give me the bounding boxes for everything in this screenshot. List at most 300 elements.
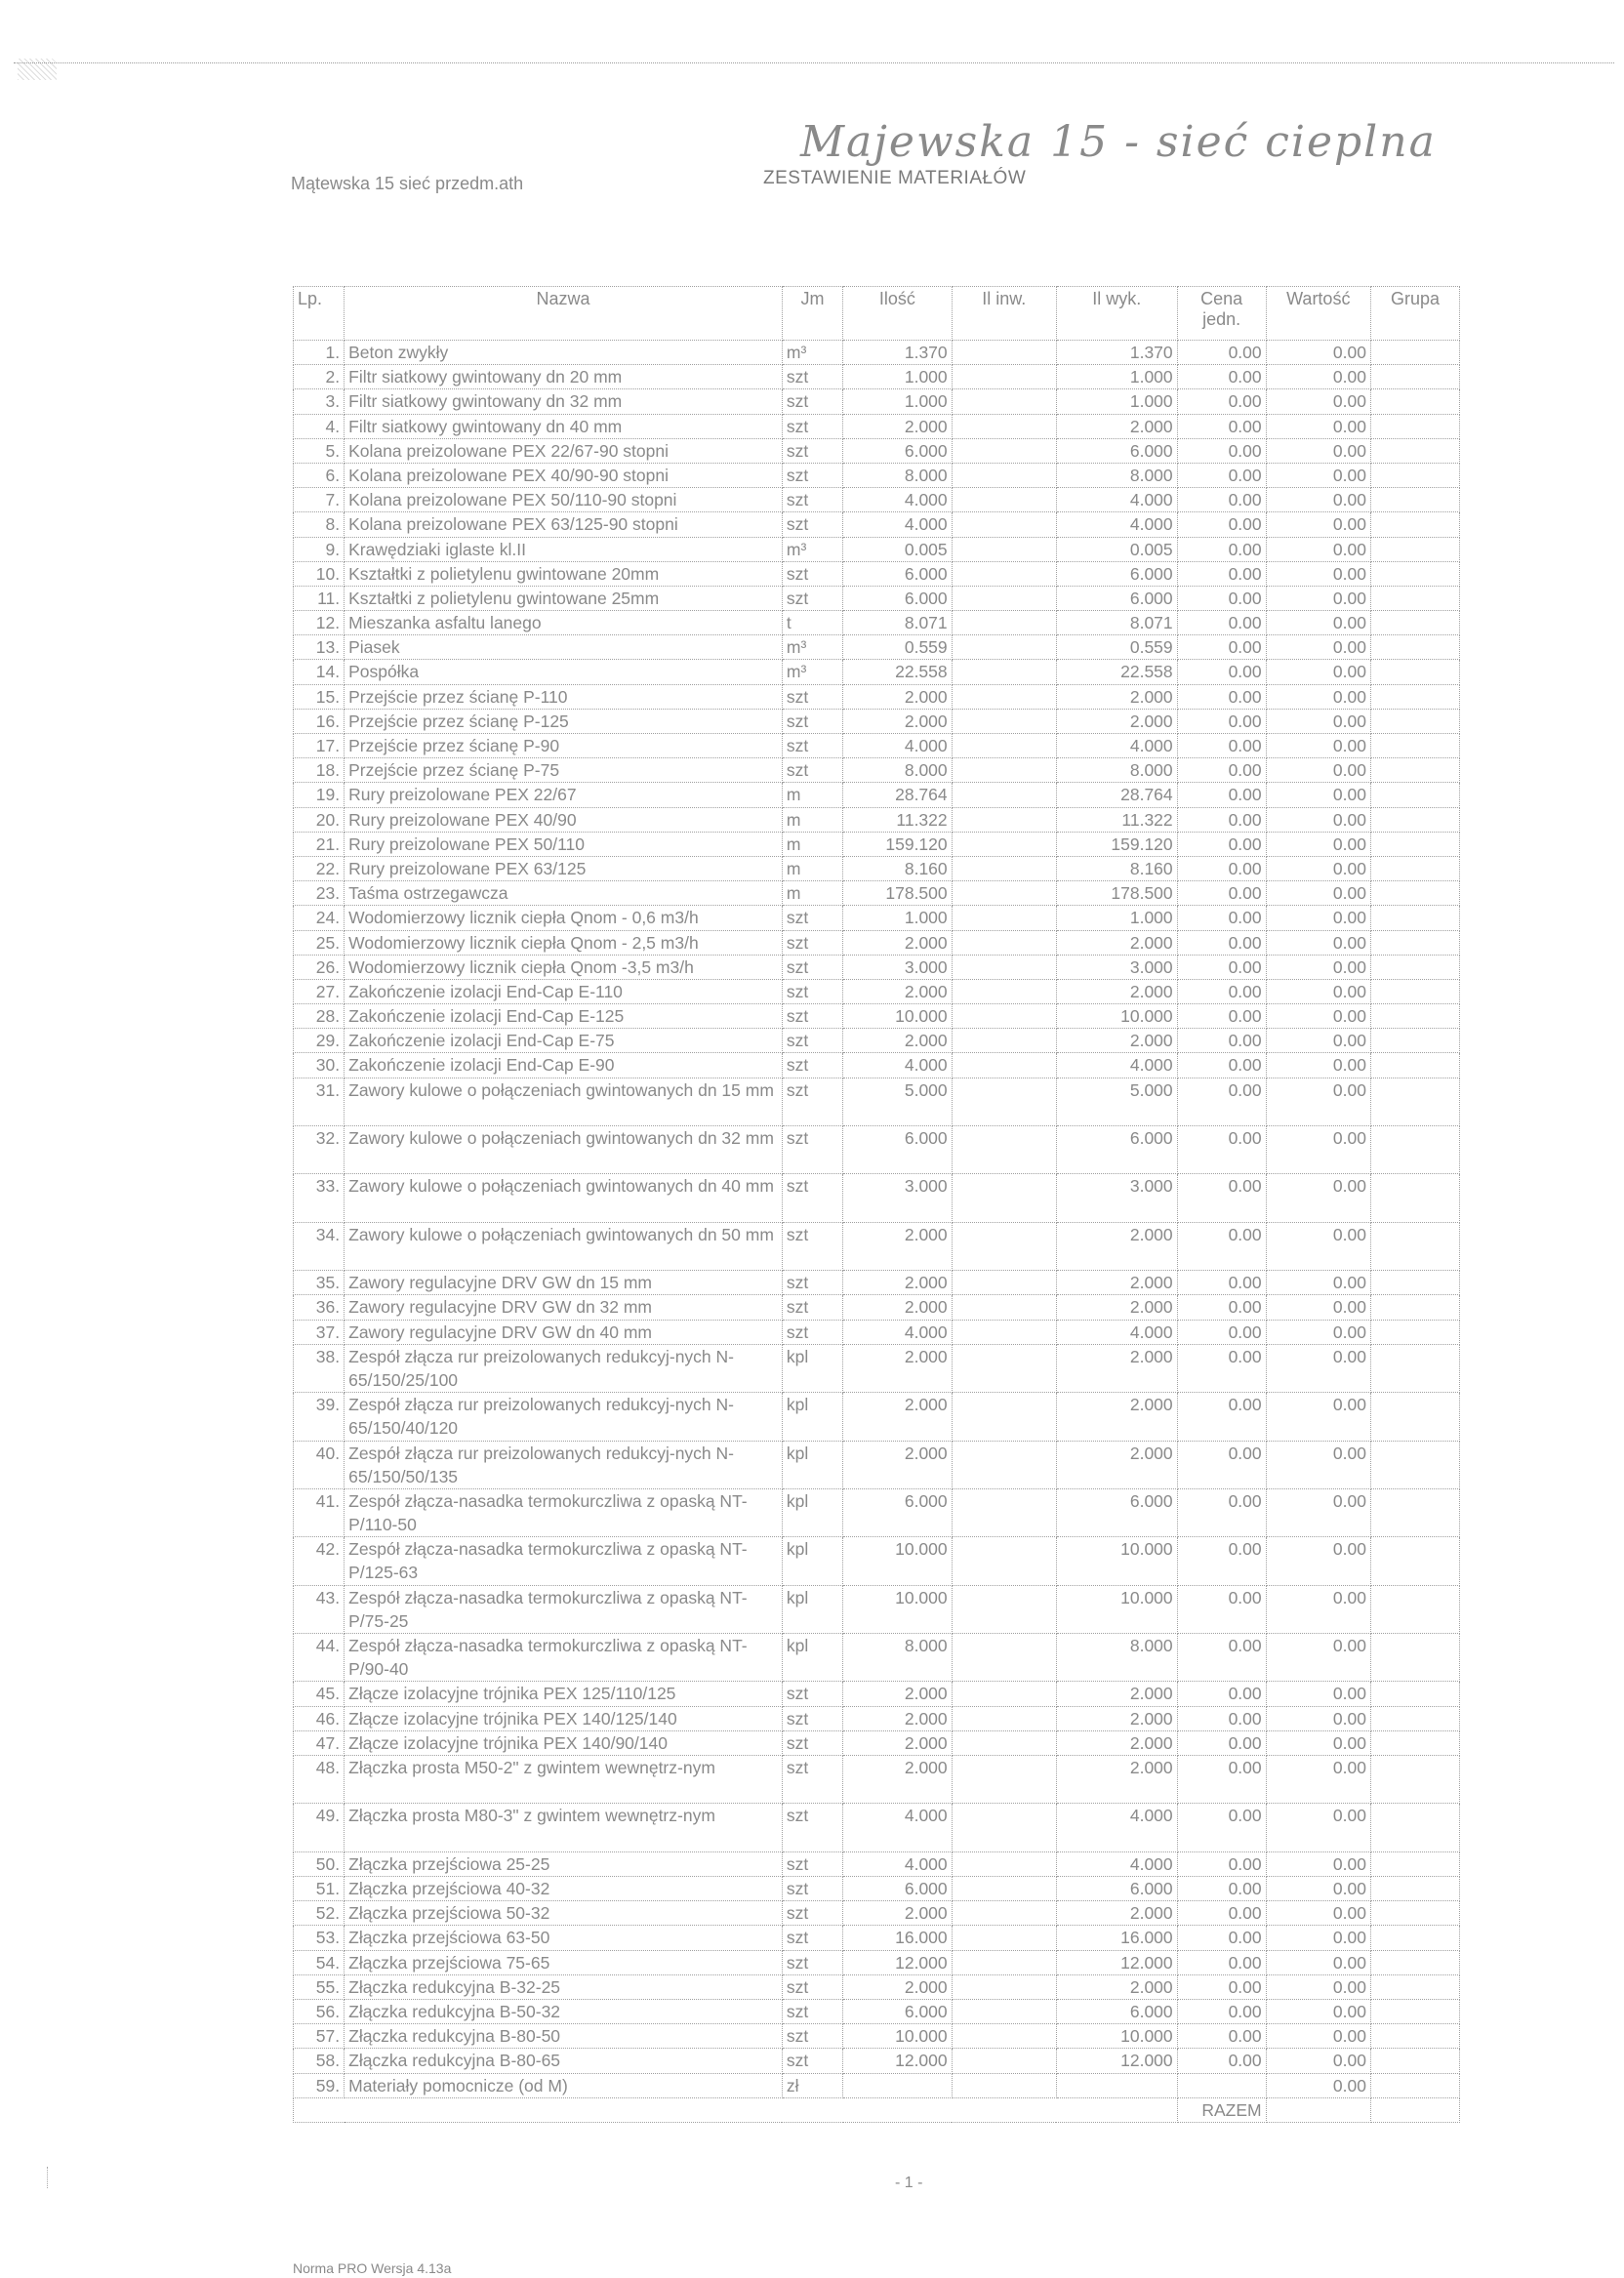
cell-group	[1370, 1634, 1459, 1682]
cell-material-name: Zespół złącza rur preizolowanych redukcyj-nych N-65/150/50/135	[345, 1441, 783, 1488]
cell-material-name: Rury preizolowane PEX 50/110	[345, 832, 783, 856]
cell-quantity: 4.000	[843, 734, 952, 758]
cell-row-number: 26.	[294, 955, 345, 979]
cell-material-name: Zakończenie izolacji End-Cap E-75	[345, 1029, 783, 1053]
cell-qty-contractor: 6.000	[1056, 1488, 1177, 1536]
cell-value: 0.00	[1266, 856, 1370, 880]
cell-unit-price: 0.00	[1177, 709, 1266, 733]
cell-row-number: 13.	[294, 635, 345, 660]
cell-group	[1370, 1174, 1459, 1222]
cell-unit-price: 0.00	[1177, 611, 1266, 635]
cell-unit-price: 0.00	[1177, 512, 1266, 537]
cell-qty-investor	[952, 1053, 1056, 1078]
cell-quantity: 8.000	[843, 463, 952, 487]
cell-group	[1370, 1682, 1459, 1706]
cell-value: 0.00	[1266, 341, 1370, 365]
cell-unit: szt	[782, 906, 842, 930]
cell-quantity: 4.000	[843, 1053, 952, 1078]
cell-value: 0.00	[1266, 2073, 1370, 2097]
cell-value: 0.00	[1266, 930, 1370, 955]
cell-group	[1370, 1053, 1459, 1078]
total-group-spacer	[1370, 2097, 1459, 2122]
cell-unit: kpl	[782, 1393, 842, 1441]
cell-qty-contractor: 2.000	[1056, 1756, 1177, 1804]
cell-qty-investor	[952, 1078, 1056, 1125]
cell-value: 0.00	[1266, 1126, 1370, 1174]
cell-qty-contractor: 178.500	[1056, 881, 1177, 906]
cell-qty-investor	[952, 1441, 1056, 1488]
cell-row-number: 33.	[294, 1174, 345, 1222]
cell-unit-price: 0.00	[1177, 1950, 1266, 1974]
cell-unit: szt	[782, 463, 842, 487]
cell-quantity: 1.370	[843, 341, 952, 365]
cell-qty-investor	[952, 1706, 1056, 1730]
cell-quantity: 2.000	[843, 1271, 952, 1295]
cell-material-name: Zakończenie izolacji End-Cap E-90	[345, 1053, 783, 1078]
cell-quantity: 8.000	[843, 1634, 952, 1682]
cell-unit-price: 0.00	[1177, 1706, 1266, 1730]
cell-qty-contractor	[1056, 2073, 1177, 2097]
cell-material-name: Kształtki z polietylenu gwintowane 25mm	[345, 586, 783, 610]
cell-material-name: Złącze izolacyjne trójnika PEX 125/110/125	[345, 1682, 783, 1706]
cell-unit-price: 0.00	[1177, 1901, 1266, 1926]
cell-qty-contractor: 2.000	[1056, 1974, 1177, 1999]
cell-qty-contractor: 4.000	[1056, 1053, 1177, 1078]
cell-qty-contractor: 4.000	[1056, 1851, 1177, 1876]
cell-row-number: 35.	[294, 1271, 345, 1295]
cell-group	[1370, 660, 1459, 684]
cell-unit-price: 0.00	[1177, 1974, 1266, 1999]
cell-row-number: 12.	[294, 611, 345, 635]
table-row	[294, 856, 1460, 880]
cell-qty-contractor: 11.322	[1056, 807, 1177, 832]
cell-unit: szt	[782, 2024, 842, 2049]
cell-quantity: 11.322	[843, 807, 952, 832]
cell-quantity: 0.005	[843, 537, 952, 561]
table-row	[294, 979, 1460, 1003]
table-row	[294, 488, 1460, 512]
cell-qty-contractor: 159.120	[1056, 832, 1177, 856]
cell-material-name: Zespół złącza-nasadka termokurczliwa z opaską NT-P/110-50	[345, 1488, 783, 1536]
table-row	[294, 783, 1460, 807]
cell-unit: szt	[782, 512, 842, 537]
file-name: Mątewska 15 sieć przedm.ath	[291, 174, 524, 193]
total-value	[1266, 2097, 1370, 2122]
cell-value: 0.00	[1266, 807, 1370, 832]
document-title: ZESTAWIENIE MATERIAŁÓW	[763, 168, 1027, 188]
cell-row-number: 31.	[294, 1078, 345, 1125]
cell-group	[1370, 1901, 1459, 1926]
cell-value: 0.00	[1266, 1851, 1370, 1876]
cell-quantity: 16.000	[843, 1926, 952, 1950]
cell-value: 0.00	[1266, 463, 1370, 487]
cell-qty-investor	[952, 561, 1056, 586]
cell-qty-contractor: 2.000	[1056, 1441, 1177, 1488]
cell-unit-price: 0.00	[1177, 1851, 1266, 1876]
cell-qty-contractor: 6.000	[1056, 1126, 1177, 1174]
cell-value: 0.00	[1266, 1974, 1370, 1999]
cell-quantity: 2.000	[843, 1222, 952, 1270]
cell-row-number: 41.	[294, 1488, 345, 1536]
cell-unit-price: 0.00	[1177, 1634, 1266, 1682]
cell-material-name: Złączka redukcyjna B-80-50	[345, 2024, 783, 2049]
cell-group	[1370, 1706, 1459, 1730]
table-row	[294, 1926, 1460, 1950]
cell-material-name: Złączka przejściowa 50-32	[345, 1901, 783, 1926]
cell-qty-contractor: 2.000	[1056, 414, 1177, 438]
cell-material-name: Zawory regulacyjne DRV GW dn 32 mm	[345, 1295, 783, 1320]
cell-unit-price: 0.00	[1177, 1320, 1266, 1344]
cell-value: 0.00	[1266, 1901, 1370, 1926]
cell-row-number: 11.	[294, 586, 345, 610]
cell-quantity: 6.000	[843, 586, 952, 610]
cell-material-name: Wodomierzowy licznik ciepła Qnom - 2,5 m3/h	[345, 930, 783, 955]
table-row	[294, 561, 1460, 586]
cell-unit: szt	[782, 1999, 842, 2023]
cell-qty-contractor: 28.764	[1056, 783, 1177, 807]
cell-value: 0.00	[1266, 1222, 1370, 1270]
cell-value: 0.00	[1266, 1585, 1370, 1633]
cell-row-number: 42.	[294, 1537, 345, 1585]
cell-material-name: Zespół złącza-nasadka termokurczliwa z opaską NT-P/90-40	[345, 1634, 783, 1682]
cell-qty-investor	[952, 463, 1056, 487]
cell-unit: szt	[782, 1320, 842, 1344]
cell-row-number: 4.	[294, 414, 345, 438]
cell-quantity: 2.000	[843, 979, 952, 1003]
cell-value: 0.00	[1266, 783, 1370, 807]
cell-material-name: Beton zwykły	[345, 341, 783, 365]
cell-row-number: 24.	[294, 906, 345, 930]
cell-quantity: 6.000	[843, 1877, 952, 1901]
cell-quantity: 12.000	[843, 1950, 952, 1974]
cell-qty-investor	[952, 1488, 1056, 1536]
cell-material-name: Złączka redukcyjna B-32-25	[345, 1974, 783, 1999]
cell-unit: m	[782, 832, 842, 856]
table-row	[294, 1029, 1460, 1053]
cell-group	[1370, 2049, 1459, 2073]
cell-unit-price: 0.00	[1177, 1999, 1266, 2023]
cell-unit: kpl	[782, 1488, 842, 1536]
cell-group	[1370, 1730, 1459, 1755]
cell-unit: szt	[782, 414, 842, 438]
cell-unit: szt	[782, 758, 842, 783]
cell-material-name: Zawory kulowe o połączeniach gwintowanych dn 50 mm	[345, 1222, 783, 1270]
cell-group	[1370, 512, 1459, 537]
cell-row-number: 58.	[294, 2049, 345, 2073]
cell-unit-price: 0.00	[1177, 635, 1266, 660]
cell-unit: szt	[782, 1950, 842, 1974]
table-row	[294, 1126, 1460, 1174]
cell-material-name: Zespół złącza rur preizolowanych redukcyj-nych N-65/150/40/120	[345, 1393, 783, 1441]
cell-unit-price: 0.00	[1177, 856, 1266, 880]
cell-value: 0.00	[1266, 979, 1370, 1003]
cell-value: 0.00	[1266, 881, 1370, 906]
cell-value: 0.00	[1266, 1393, 1370, 1441]
cell-qty-contractor: 4.000	[1056, 512, 1177, 537]
cell-row-number: 47.	[294, 1730, 345, 1755]
cell-value: 0.00	[1266, 1950, 1370, 1974]
cell-quantity: 8.071	[843, 611, 952, 635]
table-row	[294, 807, 1460, 832]
cell-qty-contractor: 12.000	[1056, 1950, 1177, 1974]
cell-unit-price: 0.00	[1177, 1053, 1266, 1078]
cell-material-name: Złączka przejściowa 63-50	[345, 1926, 783, 1950]
cell-row-number: 57.	[294, 2024, 345, 2049]
cell-group	[1370, 341, 1459, 365]
cell-row-number: 29.	[294, 1029, 345, 1053]
cell-quantity: 2.000	[843, 1682, 952, 1706]
table-row	[294, 365, 1460, 389]
cell-material-name: Zawory regulacyjne DRV GW dn 40 mm	[345, 1320, 783, 1344]
cell-group	[1370, 1950, 1459, 1974]
cell-quantity: 10.000	[843, 1537, 952, 1585]
cell-material-name: Kształtki z polietylenu gwintowane 20mm	[345, 561, 783, 586]
cell-unit: szt	[782, 365, 842, 389]
cell-value: 0.00	[1266, 1344, 1370, 1392]
cell-unit: szt	[782, 1851, 842, 1876]
table-row	[294, 1537, 1460, 1585]
cell-unit: kpl	[782, 1344, 842, 1392]
table-row	[294, 832, 1460, 856]
cell-qty-contractor: 6.000	[1056, 561, 1177, 586]
cell-qty-investor	[952, 979, 1056, 1003]
cell-group	[1370, 2073, 1459, 2097]
cell-value: 0.00	[1266, 1441, 1370, 1488]
cell-qty-investor	[952, 1222, 1056, 1270]
cell-qty-contractor: 10.000	[1056, 1004, 1177, 1029]
cell-quantity: 6.000	[843, 1488, 952, 1536]
cell-row-number: 22.	[294, 856, 345, 880]
cell-unit-price: 0.00	[1177, 1585, 1266, 1633]
cell-unit: szt	[782, 488, 842, 512]
cell-quantity: 2.000	[843, 1029, 952, 1053]
cell-unit-price: 0.00	[1177, 1222, 1266, 1270]
cell-row-number: 28.	[294, 1004, 345, 1029]
cell-qty-investor	[952, 1901, 1056, 1926]
cell-material-name: Przejście przez ścianę P-90	[345, 734, 783, 758]
cell-qty-investor	[952, 1126, 1056, 1174]
col-header-unit-price: Cena jedn.	[1177, 287, 1266, 341]
cell-qty-investor	[952, 1344, 1056, 1392]
cell-value: 0.00	[1266, 414, 1370, 438]
cell-unit-price: 0.00	[1177, 1756, 1266, 1804]
cell-value: 0.00	[1266, 1877, 1370, 1901]
table-row	[294, 2024, 1460, 2049]
cell-row-number: 18.	[294, 758, 345, 783]
cell-qty-investor	[952, 1174, 1056, 1222]
cell-qty-investor	[952, 660, 1056, 684]
cell-group	[1370, 1271, 1459, 1295]
cell-qty-investor	[952, 537, 1056, 561]
cell-quantity: 2.000	[843, 709, 952, 733]
cell-group	[1370, 1393, 1459, 1441]
cell-unit: szt	[782, 1126, 842, 1174]
cell-qty-investor	[952, 2024, 1056, 2049]
cell-unit-price: 0.00	[1177, 463, 1266, 487]
cell-material-name: Rury preizolowane PEX 22/67	[345, 783, 783, 807]
cell-qty-contractor: 16.000	[1056, 1926, 1177, 1950]
cell-material-name: Zespół złącza-nasadka termokurczliwa z opaską NT-P/75-25	[345, 1585, 783, 1633]
table-row	[294, 611, 1460, 635]
cell-unit-price: 0.00	[1177, 488, 1266, 512]
cell-unit-price: 0.00	[1177, 930, 1266, 955]
cell-unit-price: 0.00	[1177, 1078, 1266, 1125]
cell-unit: szt	[782, 684, 842, 709]
cell-unit: szt	[782, 586, 842, 610]
cell-group	[1370, 930, 1459, 955]
cell-material-name: Kolana preizolowane PEX 63/125-90 stopni	[345, 512, 783, 537]
table-row	[294, 512, 1460, 537]
cell-unit-price: 0.00	[1177, 1344, 1266, 1392]
cell-value: 0.00	[1266, 1706, 1370, 1730]
cell-row-number: 5.	[294, 438, 345, 463]
cell-group	[1370, 438, 1459, 463]
cell-qty-contractor: 4.000	[1056, 734, 1177, 758]
cell-unit-price: 0.00	[1177, 1682, 1266, 1706]
cell-value: 0.00	[1266, 1271, 1370, 1295]
cell-group	[1370, 758, 1459, 783]
table-row	[294, 635, 1460, 660]
cell-qty-contractor: 4.000	[1056, 1804, 1177, 1851]
cell-qty-investor	[952, 414, 1056, 438]
cell-unit: szt	[782, 1877, 842, 1901]
cell-row-number: 10.	[294, 561, 345, 586]
cell-value: 0.00	[1266, 758, 1370, 783]
cell-material-name: Zawory regulacyjne DRV GW dn 15 mm	[345, 1271, 783, 1295]
cell-unit: szt	[782, 1295, 842, 1320]
cell-qty-investor	[952, 1999, 1056, 2023]
cell-qty-contractor: 12.000	[1056, 2049, 1177, 2073]
col-header-lp: Lp.	[294, 287, 345, 341]
cell-material-name: Piasek	[345, 635, 783, 660]
cell-value: 0.00	[1266, 2049, 1370, 2073]
cell-quantity: 159.120	[843, 832, 952, 856]
cell-quantity: 6.000	[843, 1126, 952, 1174]
cell-qty-investor	[952, 1974, 1056, 1999]
table-row	[294, 1488, 1460, 1536]
table-row	[294, 1877, 1460, 1901]
cell-qty-investor	[952, 783, 1056, 807]
total-spacer	[294, 2097, 1178, 2122]
cell-group	[1370, 586, 1459, 610]
cell-unit-price: 0.00	[1177, 1804, 1266, 1851]
table-row	[294, 1682, 1460, 1706]
cell-material-name: Mieszanka asfaltu lanego	[345, 611, 783, 635]
cell-qty-contractor: 6.000	[1056, 1877, 1177, 1901]
cell-value: 0.00	[1266, 389, 1370, 414]
cell-qty-investor	[952, 684, 1056, 709]
cell-qty-contractor: 6.000	[1056, 1999, 1177, 2023]
cell-value: 0.00	[1266, 906, 1370, 930]
cell-qty-contractor: 1.000	[1056, 389, 1177, 414]
cell-row-number: 37.	[294, 1320, 345, 1344]
cell-quantity: 2.000	[843, 930, 952, 955]
cell-qty-contractor: 8.000	[1056, 463, 1177, 487]
cell-value: 0.00	[1266, 438, 1370, 463]
cell-qty-contractor: 2.000	[1056, 1901, 1177, 1926]
cell-qty-investor	[952, 807, 1056, 832]
cell-qty-contractor: 10.000	[1056, 1585, 1177, 1633]
col-header-qty-investor: Il inw.	[952, 287, 1056, 341]
cell-qty-investor	[952, 1585, 1056, 1633]
cell-unit: zł	[782, 2073, 842, 2097]
col-header-qty-contractor: Il wyk.	[1056, 287, 1177, 341]
cell-row-number: 53.	[294, 1926, 345, 1950]
cell-quantity: 5.000	[843, 1078, 952, 1125]
cell-value: 0.00	[1266, 684, 1370, 709]
cell-group	[1370, 1926, 1459, 1950]
cell-qty-contractor: 8.000	[1056, 1634, 1177, 1682]
cell-qty-investor	[952, 611, 1056, 635]
cell-qty-investor	[952, 1851, 1056, 1876]
table-row	[294, 1901, 1460, 1926]
cell-unit-price: 0.00	[1177, 341, 1266, 365]
cell-qty-investor	[952, 341, 1056, 365]
total-label: RAZEM	[1177, 2097, 1266, 2122]
cell-unit-price: 0.00	[1177, 414, 1266, 438]
cell-quantity: 4.000	[843, 488, 952, 512]
cell-group	[1370, 979, 1459, 1003]
cell-row-number: 6.	[294, 463, 345, 487]
cell-value: 0.00	[1266, 1756, 1370, 1804]
cell-qty-contractor: 2.000	[1056, 1393, 1177, 1441]
cell-material-name: Zespół złącza rur preizolowanych redukcyj-nych N-65/150/25/100	[345, 1344, 783, 1392]
cell-qty-investor	[952, 1926, 1056, 1950]
col-header-group: Grupa	[1370, 287, 1459, 341]
table-row	[294, 881, 1460, 906]
cell-qty-investor	[952, 389, 1056, 414]
cell-qty-contractor: 1.000	[1056, 906, 1177, 930]
cell-value: 0.00	[1266, 586, 1370, 610]
cell-quantity: 12.000	[843, 2049, 952, 2073]
cell-qty-contractor: 3.000	[1056, 1174, 1177, 1222]
cell-group	[1370, 1222, 1459, 1270]
table-header-row	[294, 287, 1460, 341]
cell-quantity: 4.000	[843, 1804, 952, 1851]
cell-value: 0.00	[1266, 1053, 1370, 1078]
cell-group	[1370, 832, 1459, 856]
table-row	[294, 389, 1460, 414]
cell-row-number: 39.	[294, 1393, 345, 1441]
cell-quantity: 2.000	[843, 1393, 952, 1441]
cell-quantity: 1.000	[843, 906, 952, 930]
cell-unit-price: 0.00	[1177, 758, 1266, 783]
cell-group	[1370, 1974, 1459, 1999]
cell-value: 0.00	[1266, 1537, 1370, 1585]
table-row	[294, 341, 1460, 365]
cell-unit-price: 0.00	[1177, 389, 1266, 414]
cell-unit-price: 0.00	[1177, 1126, 1266, 1174]
cell-qty-investor	[952, 930, 1056, 955]
cell-unit-price: 0.00	[1177, 365, 1266, 389]
table-row	[294, 1053, 1460, 1078]
cell-unit: m	[782, 783, 842, 807]
table-row	[294, 1851, 1460, 1876]
cell-group	[1370, 365, 1459, 389]
cell-qty-investor	[952, 2049, 1056, 2073]
cell-material-name: Złączka przejściowa 75-65	[345, 1950, 783, 1974]
cell-material-name: Złączka przejściowa 25-25	[345, 1851, 783, 1876]
cell-row-number: 16.	[294, 709, 345, 733]
cell-unit: m	[782, 807, 842, 832]
cell-value: 0.00	[1266, 1004, 1370, 1029]
cell-quantity: 2.000	[843, 1756, 952, 1804]
cell-group	[1370, 1804, 1459, 1851]
cell-group	[1370, 1488, 1459, 1536]
cell-unit: m³	[782, 660, 842, 684]
table-row	[294, 537, 1460, 561]
cell-unit-price: 0.00	[1177, 1004, 1266, 1029]
